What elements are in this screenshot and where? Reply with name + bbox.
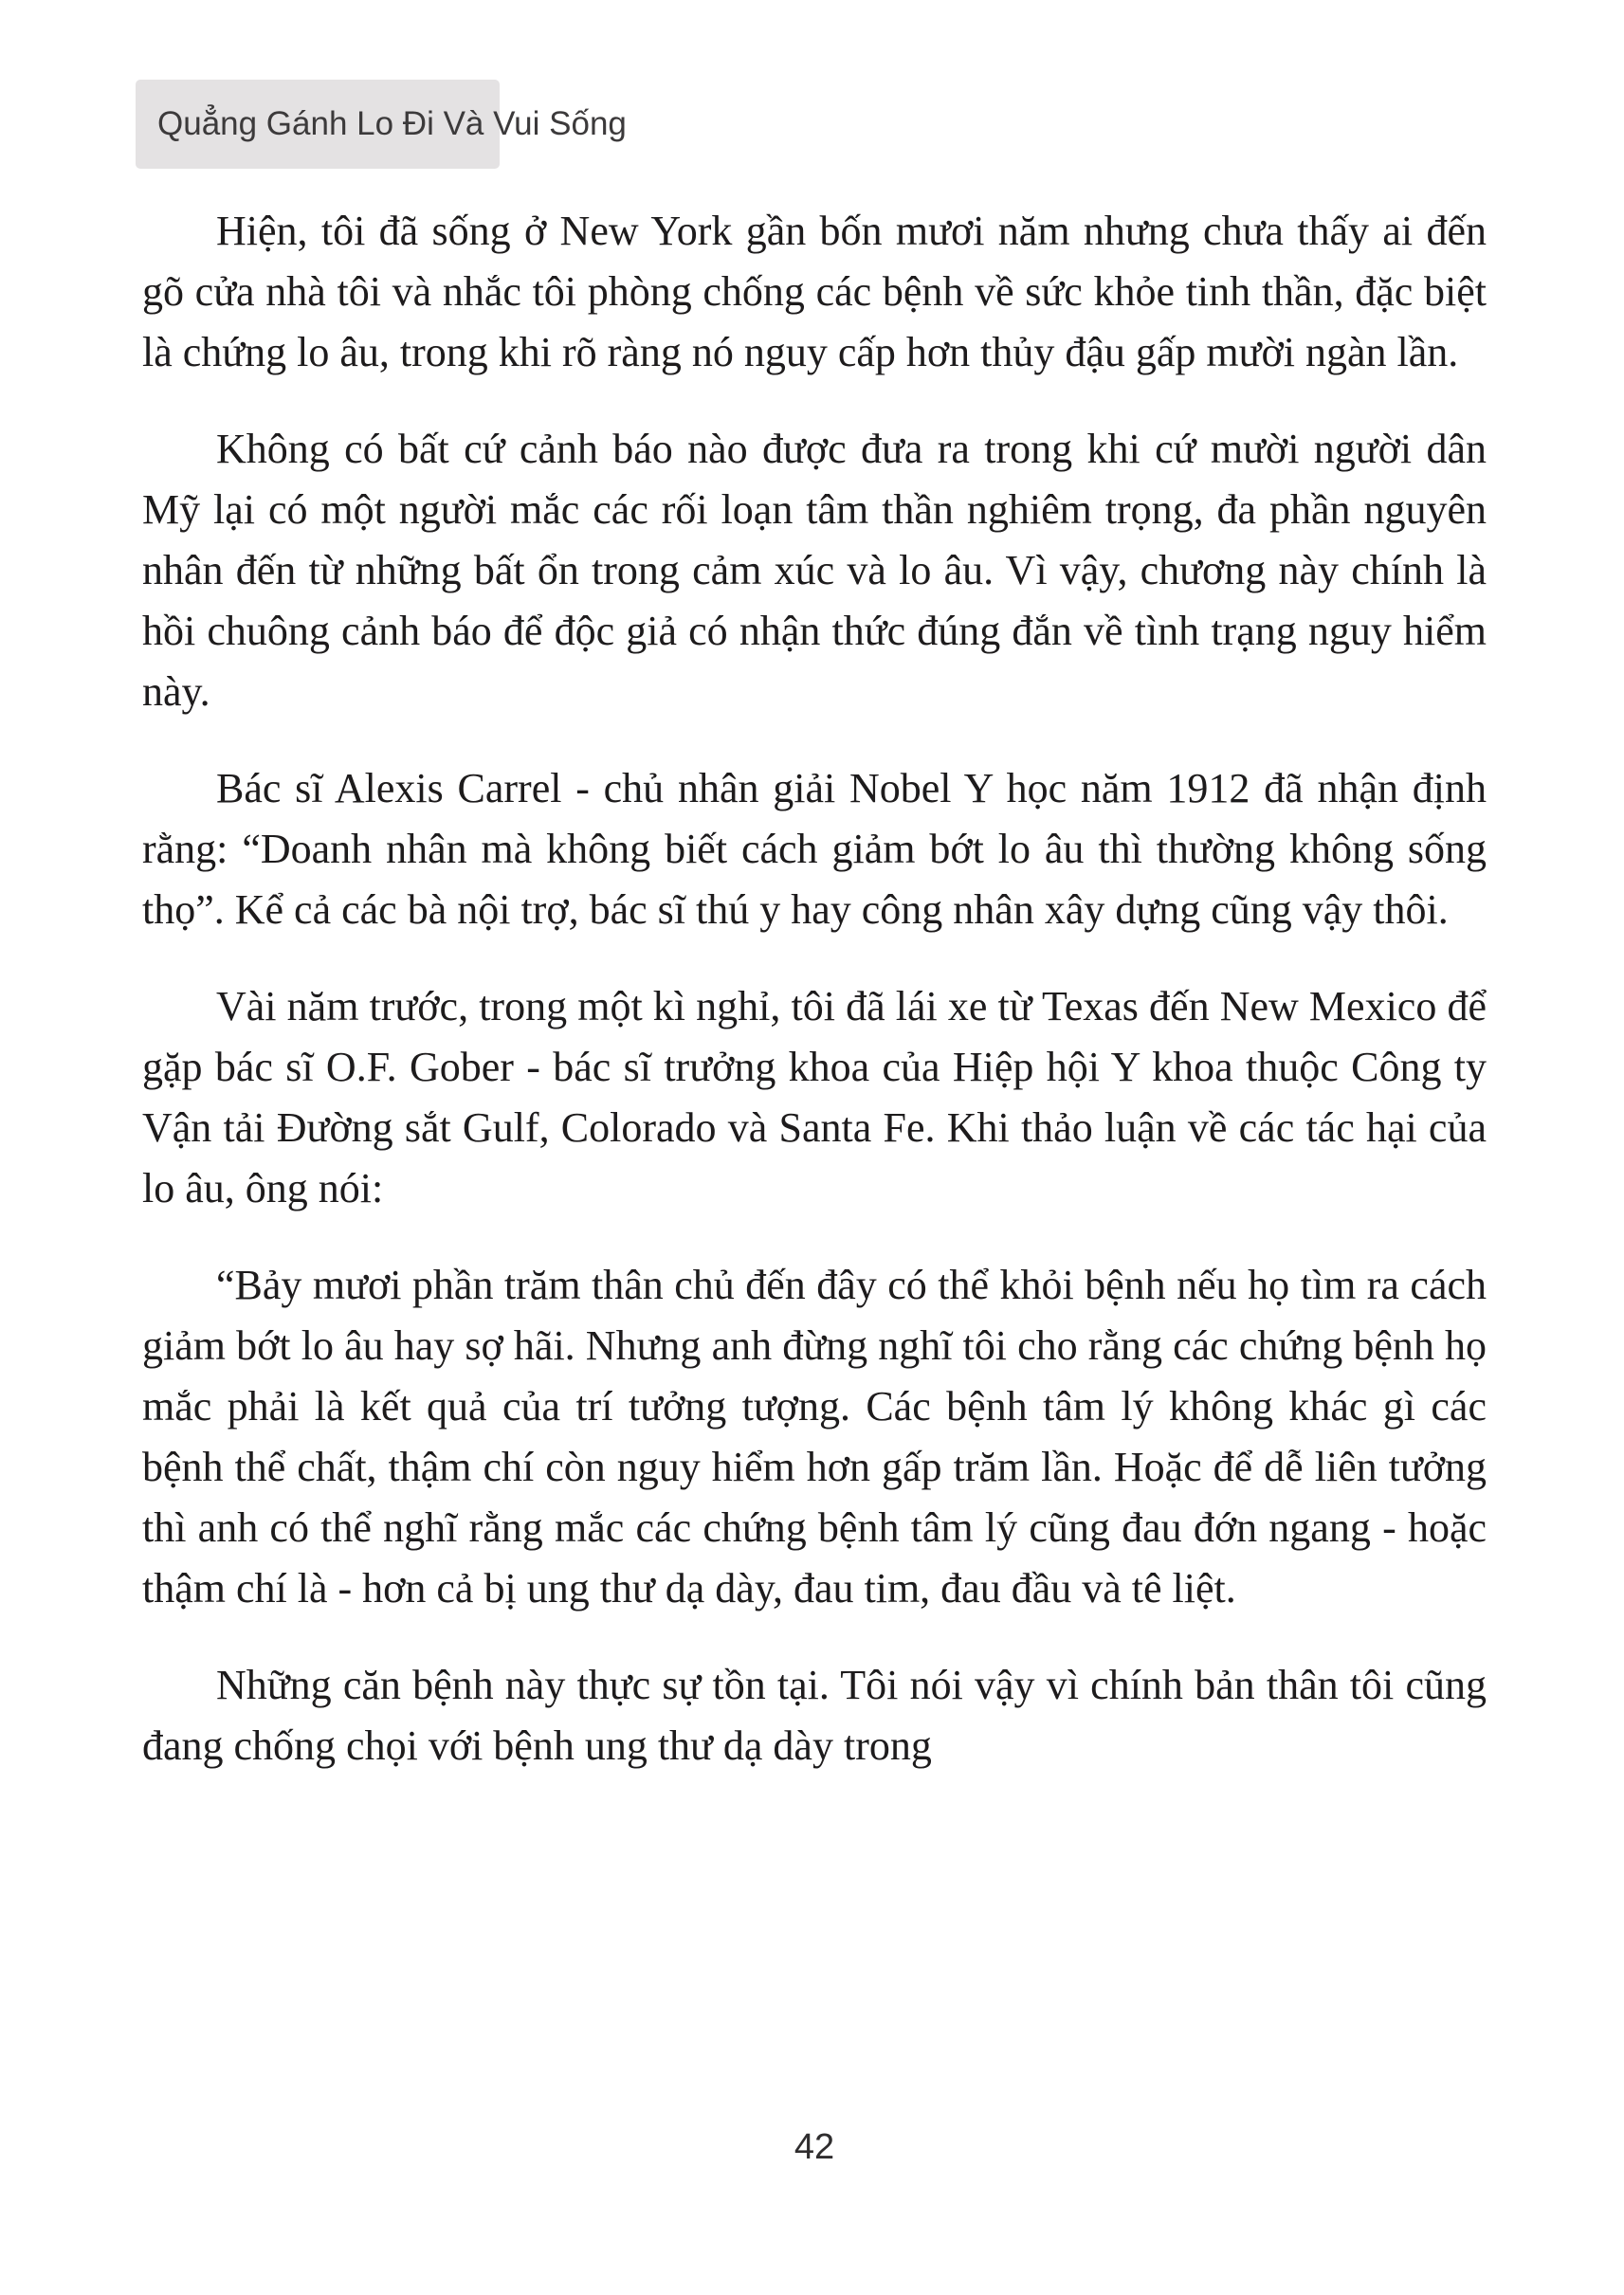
body-text-block — [142, 201, 1487, 1812]
paragraph: Những căn bệnh này thực sự tồn tại. Tôi nói vậy vì chính bản thân tôi cũng đang chống chọi với bệnh ung thư dạ dày trong — [142, 1662, 1487, 1769]
paragraph: “Bảy mươi phần trăm thân chủ đến đây có thể khỏi bệnh nếu họ tìm ra cách giảm bớt lo âu hay sợ hãi. Nhưng anh đừng nghĩ tôi cho rằng các chứng bệnh họ mắc phải là kết quả của trí tưởng tượng. Các bệnh tâm lý không khác gì các bệnh thể chất, thậm chí còn nguy hiểm hơn gấp trăm lần. Hoặc để dễ liên tưởng thì anh có thể nghĩ rằng mắc các chứng bệnh tâm lý cũng đau đớn ngang - hoặc thậm chí là - hơn cả bị ung thư dạ dày, đau tim, đau đầu và tê liệt. — [142, 1262, 1487, 1612]
paragraph: Hiện, tôi đã sống ở New York gần bốn mươi năm nhưng chưa thấy ai đến gõ cửa nhà tôi và nhắc tôi phòng chống các bệnh về sức khỏe tinh thần, đặc biệt là chứng lo âu, trong khi rõ ràng nó nguy cấp hơn thủy đậu gấp mười ngàn lần. — [142, 208, 1487, 375]
page-footer — [142, 2127, 1487, 2168]
book-title: Quẳng Gánh Lo Đi Và Vui Sống — [157, 105, 627, 142]
paragraph: Vài năm trước, trong một kì nghỉ, tôi đã lái xe từ Texas đến New Mexico để gặp bác sĩ O.F. Gober - bác sĩ trưởng khoa của Hiệp hội Y khoa thuộc Công ty Vận tải Đường sắt Gulf, Colorado và Santa Fe. Khi thảo luận về các tác hại của lo âu, ông nói: — [142, 983, 1487, 1211]
paragraph: Không có bất cứ cảnh báo nào được đưa ra trong khi cứ mười người dân Mỹ lại có một người mắc các rối loạn tâm thần nghiêm trọng, đa phần nguyên nhân đến từ những bất ổn trong cảm xúc và lo âu. Vì vậy, chương này chính là hồi chuông cảnh báo để độc giả có nhận thức đúng đắn về tình trạng nguy hiểm này. — [142, 426, 1487, 715]
running-header-badge — [136, 80, 627, 169]
page-number: 42 — [794, 2127, 835, 2167]
paragraph: Bác sĩ Alexis Carrel - chủ nhân giải Nobel Y học năm 1912 đã nhận định rằng: “Doanh nhân mà không biết cách giảm bớt lo âu thì thường không sống thọ”. Kể cả các bà nội trợ, bác sĩ thú y hay công nhân xây dựng cũng vậy thôi. — [142, 765, 1487, 933]
